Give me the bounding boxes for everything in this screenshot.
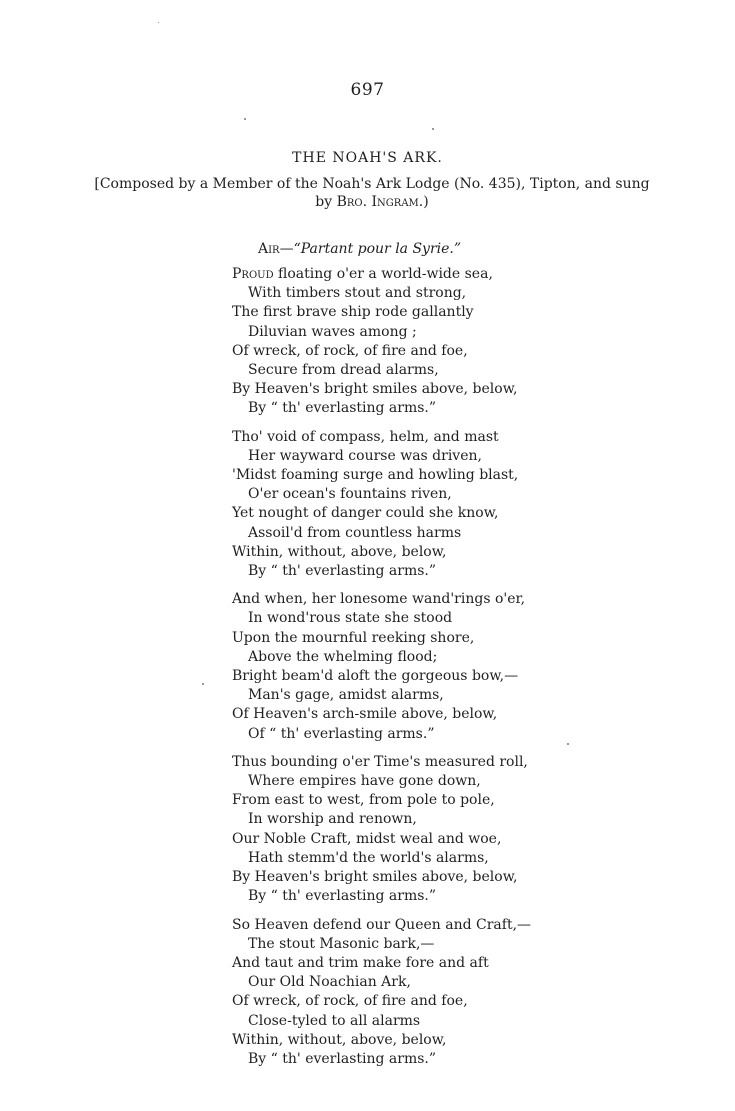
- tune-air: [258, 241, 461, 257]
- poem-line: Yet nought of danger could she know,: [232, 505, 499, 522]
- speck: [202, 683, 204, 685]
- poem-line: By “ th' everlasting arms.”: [248, 563, 437, 580]
- speck: [432, 128, 434, 130]
- poem-line: The stout Masonic bark,—: [248, 935, 435, 952]
- poem-line: Diluvian waves among ;: [248, 323, 417, 340]
- stanza: [232, 265, 592, 419]
- poem-line: The first brave ship rode gallantly: [232, 304, 474, 321]
- drop-word: Proud: [232, 266, 274, 282]
- poem-line: Thus bounding o'er Time's measured roll,: [232, 753, 528, 770]
- poem-line: So Heaven defend our Queen and Craft,—: [232, 916, 532, 933]
- poem-line: Hath stemm'd the world's alarms,: [248, 849, 489, 866]
- poem-line: With timbers stout and strong,: [248, 285, 467, 302]
- poem-line: Of wreck, of rock, of fire and foe,: [232, 342, 468, 359]
- poem-line: Close-tyled to all alarms: [248, 1012, 421, 1029]
- subtitle-line-1: [Composed by a Member of the Noah's Ark Lodge (No. 435), Tipton, and sung: [94, 176, 650, 192]
- poem-line: By “ th' everlasting arms.”: [248, 888, 437, 905]
- poem-title: THE NOAH'S ARK.: [292, 150, 443, 166]
- poem-line: 'Midst foaming surge and howling blast,: [232, 467, 519, 484]
- page-number: 697: [350, 80, 385, 100]
- singer-name: Bro. Ingram.: [336, 194, 424, 210]
- poem-line: By “ th' everlasting arms.”: [248, 400, 437, 417]
- subtitle-by: by: [315, 194, 337, 210]
- stanza: [232, 428, 592, 582]
- speck: [567, 743, 569, 745]
- poem-line: O'er ocean's fountains riven,: [248, 486, 452, 503]
- air-label: Air: [258, 241, 280, 257]
- poem-body: [232, 265, 592, 1078]
- poem-line: By Heaven's bright smiles above, below,: [232, 869, 518, 886]
- poem-line: And when, her lonesome wand'rings o'er,: [232, 591, 526, 608]
- poem-line: By “ th' everlasting arms.”: [248, 1050, 437, 1067]
- poem-line: Upon the mournful reeking shore,: [232, 629, 475, 646]
- subtitle-line-2: [92, 193, 652, 211]
- poem-line: Of Heaven's arch-smile above, below,: [232, 706, 498, 723]
- air-dash: —: [279, 241, 294, 257]
- poem-line: Above the whelming flood;: [248, 648, 438, 665]
- poem-line: Secure from dread alarms,: [248, 362, 439, 379]
- poem-line: Man's gage, amidst alarms,: [248, 687, 444, 704]
- poem-line: By Heaven's bright smiles above, below,: [232, 381, 518, 398]
- stanza: [232, 590, 592, 744]
- speck: [244, 118, 246, 120]
- poem-line: Where empires have gone down,: [248, 773, 481, 790]
- subtitle-close: ): [423, 194, 429, 210]
- poem-line: In wond'rous state she stood: [248, 610, 453, 627]
- line-text: floating o'er a world-wide sea,: [273, 266, 493, 282]
- poem-line: And taut and trim make fore and aft: [232, 954, 489, 971]
- poem-line: Assoil'd from countless harms: [248, 524, 462, 541]
- poem-line: Within, without, above, below,: [232, 1031, 447, 1048]
- poem-line: Of “ th' everlasting arms.”: [248, 725, 435, 742]
- poem-line: Bright beam'd aloft the gorgeous bow,—: [232, 668, 519, 685]
- poem-line: Within, without, above, below,: [232, 543, 447, 560]
- poem-line: Of wreck, of rock, of fire and foe,: [232, 993, 468, 1010]
- poem-line: [232, 265, 592, 284]
- stanza: [232, 916, 592, 1070]
- poem-line: Our Noble Craft, midst weal and woe,: [232, 830, 502, 847]
- stanza: [232, 753, 592, 907]
- poem-line: Our Old Noachian Ark,: [248, 974, 411, 991]
- speck: [158, 22, 159, 23]
- poem-line: Tho' void of compass, helm, and mast: [232, 428, 499, 445]
- air-tune: “Partant pour la Syrie.”: [293, 241, 462, 257]
- poem-line: In worship and renown,: [248, 811, 417, 828]
- poem-line: From east to west, from pole to pole,: [232, 792, 495, 809]
- poem-line: Her wayward course was driven,: [248, 447, 482, 464]
- poem-subtitle: [92, 175, 652, 211]
